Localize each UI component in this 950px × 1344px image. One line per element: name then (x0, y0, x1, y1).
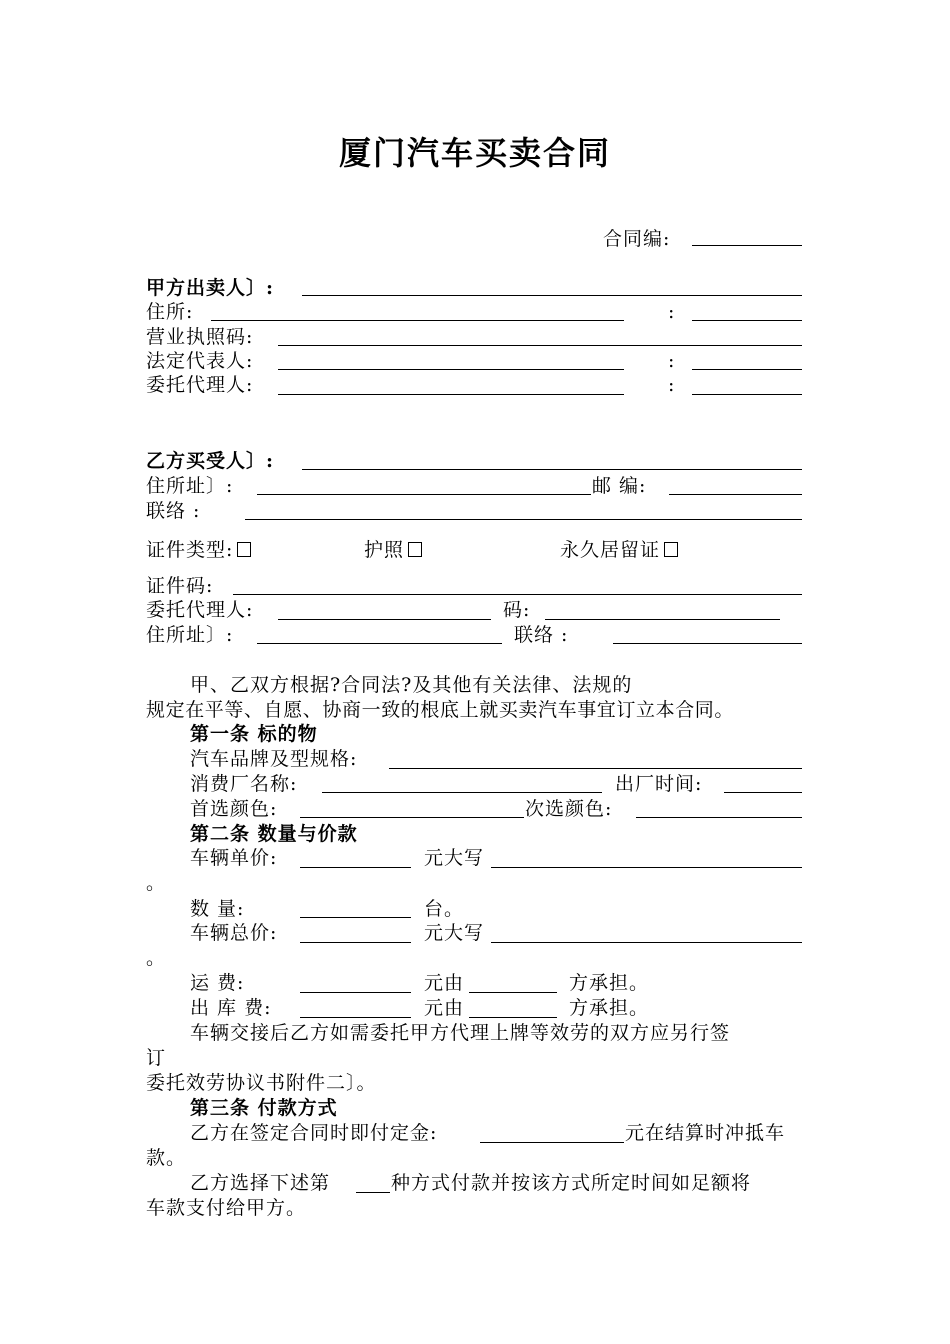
intro-line-2: 规定在平等、自愿、协商一致的根底上就买卖汽车事宜订立本合同。 (146, 699, 735, 721)
party-a-colon-label: : (668, 301, 676, 323)
color1-field[interactable] (300, 817, 524, 818)
party-a-heading: 甲方出卖人〕: (146, 277, 275, 299)
deposit-offset-label: 元在结算时冲抵车 (625, 1122, 786, 1144)
party-b-agent-label: 委托代理人: (146, 599, 254, 621)
total-price-label: 车辆总价: (190, 922, 278, 944)
party-a-license-field[interactable] (278, 345, 802, 346)
freight-by-label: 元由 (424, 972, 465, 994)
party-a-address-label: 住所: (146, 301, 194, 323)
party-b-address-field[interactable] (257, 494, 591, 495)
unit-price-upper-field[interactable] (491, 867, 802, 868)
party-a-license-label: 营业执照码: (146, 326, 254, 348)
party-a-name-field[interactable] (302, 295, 802, 296)
period-mark: 。 (146, 872, 167, 894)
party-a-colon-label: : (668, 350, 676, 372)
service-note-line-3: 委托效劳协议书附件二〕。 (146, 1072, 377, 1094)
party-a-legal-rep-phone-field[interactable] (692, 369, 802, 370)
total-price-upper-label: 元大写 (424, 922, 485, 944)
outbound-fee-label: 出 库 费: (190, 997, 272, 1019)
deposit-label: 乙方在签定合同时即付定金: (190, 1122, 438, 1144)
party-b-heading: 乙方买受人〕: (146, 450, 275, 472)
deposit-offset-end: 款。 (146, 1147, 187, 1169)
party-b-id-no-field[interactable] (233, 594, 802, 595)
outbound-by-label: 元由 (424, 997, 465, 1019)
article-2-heading: 第二条 数量与价款 (190, 823, 358, 845)
date-field[interactable] (724, 792, 802, 793)
payment-choice-end: 车款支付给甲方。 (146, 1197, 307, 1219)
article-1-heading: 第一条 标的物 (190, 723, 318, 745)
brand-label: 汽车品牌及型规格: (190, 748, 358, 770)
maker-field[interactable] (322, 792, 602, 793)
outbound-party-field[interactable] (469, 1017, 557, 1018)
residence-checkbox[interactable] (664, 542, 678, 557)
party-b-agent-field[interactable] (278, 619, 491, 620)
party-a-agent-field[interactable] (278, 394, 624, 395)
document-title: 厦门汽车买卖合同 (338, 134, 611, 172)
party-b-code-field[interactable] (545, 619, 780, 620)
service-note-line-2: 订 (146, 1047, 167, 1069)
total-price-upper-field[interactable] (491, 942, 802, 943)
residence-option (560, 538, 678, 562)
party-b-postcode-field[interactable] (669, 494, 802, 495)
unit-price-field[interactable] (300, 867, 411, 868)
quantity-field[interactable] (300, 917, 411, 918)
party-b-address-label: 住所址〕: (146, 475, 234, 497)
party-b-id-type-label (146, 538, 251, 562)
party-a-postcode-field[interactable] (692, 320, 802, 321)
unit-price-upper-label: 元大写 (424, 847, 485, 869)
party-b-contact-label: 联络 : (146, 500, 201, 522)
party-b-agent-address-label: 住所址〕: (146, 624, 234, 646)
contract-no-field[interactable] (692, 245, 802, 246)
period-mark: 。 (146, 947, 167, 969)
freight-party-field[interactable] (469, 992, 557, 993)
party-b-agent-contact-field[interactable] (613, 643, 802, 644)
contract-no-label: 合同编: (603, 228, 671, 250)
quantity-label: 数 量: (190, 898, 245, 920)
outbound-fee-field[interactable] (300, 1017, 411, 1018)
unit-price-label: 车辆单价: (190, 847, 278, 869)
party-b-name-field[interactable] (302, 469, 802, 470)
payment-choice-field[interactable] (356, 1192, 390, 1193)
outbound-bear-label: 方承担。 (569, 997, 650, 1019)
party-a-address-field[interactable] (211, 320, 624, 321)
party-b-agent-contact-label: 联络 : (514, 624, 569, 646)
intro-line-1: 甲、乙双方根据?合同法?及其他有关法律、法规的 (190, 674, 633, 696)
brand-field[interactable] (389, 768, 802, 769)
freight-field[interactable] (300, 992, 411, 993)
party-b-contact-field[interactable] (245, 519, 802, 520)
maker-label: 消费厂名称: (190, 773, 298, 795)
id-card-checkbox[interactable] (237, 542, 251, 557)
payment-choice-label: 乙方选择下述第 (190, 1172, 331, 1194)
color2-field[interactable] (636, 817, 802, 818)
passport-option (364, 538, 422, 562)
id-type-text: 证件类型: (146, 539, 234, 561)
color2-label: 次选颜色: (525, 798, 613, 820)
passport-checkbox[interactable] (408, 542, 422, 557)
payment-choice-text: 种方式付款并按该方式所定时间如足额将 (391, 1172, 752, 1194)
freight-label: 运 费: (190, 972, 245, 994)
passport-label: 护照 (364, 539, 405, 561)
party-a-agent-label: 委托代理人: (146, 374, 254, 396)
party-a-agent-phone-field[interactable] (692, 394, 802, 395)
quantity-unit: 台。 (424, 898, 465, 920)
party-b-agent-address-field[interactable] (257, 643, 502, 644)
total-price-field[interactable] (300, 942, 411, 943)
color1-label: 首选颜色: (190, 798, 278, 820)
service-note-line-1: 车辆交接后乙方如需委托甲方代理上牌等效劳的双方应另行签 (190, 1022, 731, 1044)
date-label: 出厂时间: (615, 773, 703, 795)
party-a-legal-rep-label: 法定代表人: (146, 350, 254, 372)
deposit-field[interactable] (480, 1142, 624, 1143)
freight-bear-label: 方承担。 (569, 972, 650, 994)
article-3-heading: 第三条 付款方式 (190, 1097, 338, 1119)
party-a-legal-rep-field[interactable] (278, 369, 624, 370)
party-b-code-label: 码: (503, 599, 531, 621)
party-b-postcode-label: 邮 编: (592, 475, 647, 497)
party-a-colon-label: : (668, 374, 676, 396)
party-b-id-no-label: 证件码: (146, 575, 214, 597)
residence-label: 永久居留证 (560, 539, 661, 561)
